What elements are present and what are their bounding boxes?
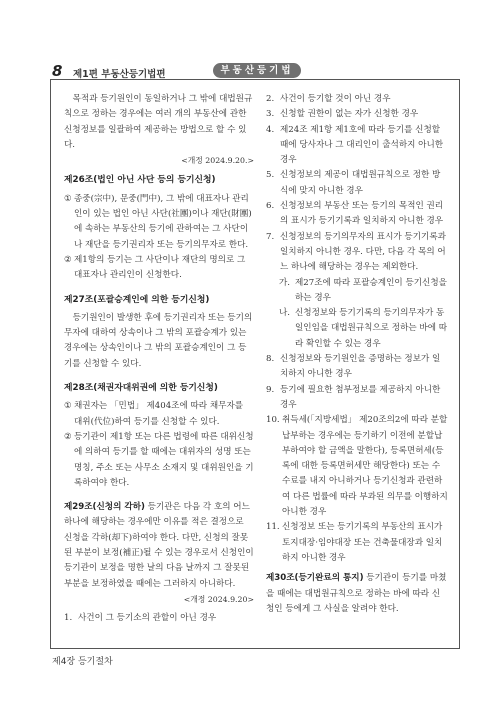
list-item bbox=[266, 199, 448, 230]
sub-item bbox=[266, 306, 448, 352]
paragraph-marker: ② bbox=[64, 254, 72, 265]
article-30-body: 등기관이 등기를 마쳤을 때에는 대법원규칙으로 정하는 바에 따라 신청인 등에게 그 사실을 알려야 한다. bbox=[266, 573, 447, 614]
item-text: 사건이 그 등기소의 관할이 아닌 경우 bbox=[78, 613, 217, 624]
item-text: 신청정보의 제공이 대법원규칙으로 정한 방식에 맞지 아니한 경우 bbox=[280, 170, 441, 196]
list-item bbox=[266, 107, 448, 122]
item-text: 신청정보의 등기의무자의 표시가 등기기록과 일치하지 아니한 경우. 다만, 다음 각 목의 어느 하나에 해당하는 경우는 제외한다. bbox=[280, 231, 446, 273]
revision-note: <개정 2024.9.20> bbox=[183, 594, 254, 604]
list-item bbox=[266, 413, 448, 520]
paragraph-text: 종중(宗中), 문중(門中), 그 밖에 대표자나 관리인이 있는 법인 아닌 사단(社團)이나 재단(財團)에 속하는 부동산의 등기에 관하여는 그 사단이나 재단을 등기권리자 또는 등기의무자로 한다. bbox=[74, 193, 252, 250]
item-number: 8. bbox=[266, 354, 275, 365]
item-text: 신청정보 또는 등기기록의 부동산의 표시가 토지대장·임야대장 또는 건축물대장과 일치하지 아니한 경우 bbox=[282, 522, 443, 563]
article-29-item-1 bbox=[64, 611, 254, 626]
item-number: 7. bbox=[266, 231, 275, 242]
item-number: 9. bbox=[266, 384, 275, 395]
item-text: 신청할 권한이 없는 자가 신청한 경우 bbox=[280, 109, 419, 120]
item-number: 6. bbox=[266, 201, 275, 212]
part-title: 제1편 부동산등기법편 bbox=[73, 69, 166, 80]
sub-item-marker: 나. bbox=[279, 308, 291, 319]
list-item bbox=[266, 230, 448, 276]
item-number: 5. bbox=[266, 170, 275, 181]
list-item bbox=[266, 520, 448, 566]
article-28-paragraph-2 bbox=[64, 430, 254, 491]
article-29-body: 등기관은 다음 각 호의 어느 하나에 해당하는 경우에만 이유를 적은 결정으로 신청을 각하(却下)하여야 한다. 다만, 신청의 잘못된 부분이 보정(補正)될 수 있는 경우로서 신청인이 등기관이 보정을 명한 날의 다음 날까지 그 잘못된 부분을 보정하였을 때에는 그러하지 아니하다. bbox=[64, 502, 254, 589]
item-number: 1. bbox=[64, 613, 73, 624]
chapter-footer: 제4장 등기절차 bbox=[52, 657, 113, 667]
item-text: 취득세(「지방세법」 제20조의2에 따라 분할납부하는 경우에는 등기하기 이전에 분할납부하여야 할 금액을 말한다), 등록면허세(등록에 대한 등록면허세만 해당한다) 또는 수수료를 내지 아니하거나 등기신청과 관련하여 다른 법률에 따라 부과된 의무를 이행하지 아니한 경우 bbox=[282, 415, 448, 518]
article-30-heading: 제30조(등기완료의 통지) bbox=[266, 573, 364, 584]
article-27-body: 등기원인이 발생한 후에 등기권리자 또는 등기의무자에 대하여 상속이나 그 밖의 포괄승계가 있는 경우에는 상속인이나 그 밖의 포괄승계인이 그 등기를 신청할 수 있다. bbox=[64, 312, 253, 369]
sub-item-text: 제27조에 따라 포괄승계인이 등기신청을 하는 경우 bbox=[295, 277, 447, 303]
list-item bbox=[266, 123, 448, 169]
article-26-paragraph-2 bbox=[64, 253, 254, 284]
article-26-paragraph-1 bbox=[64, 192, 254, 253]
continuation-text: 목적과 등기원인이 동일하거나 그 밖에 대법원규칙으로 정하는 경우에는 여러 개의 부동산에 관한 신청정보를 일괄하여 제공하는 방법으로 할 수 있다. bbox=[64, 94, 253, 150]
item-number: 4. bbox=[266, 124, 275, 135]
article-27-heading: 제27조(포괄승계인에 의한 등기신청) bbox=[64, 294, 210, 305]
item-number: 11. bbox=[266, 522, 280, 533]
paragraph-text: 제1항의 등기는 그 사단이나 재단의 명의로 그 대표자나 관리인이 신청한다. bbox=[74, 254, 246, 281]
item-text: 신청정보의 부동산 또는 등기의 목적인 권리의 표시가 등기기록과 일치하지 아니한 경우 bbox=[280, 201, 444, 227]
list-item bbox=[266, 168, 448, 199]
list-item bbox=[266, 383, 448, 414]
right-column bbox=[266, 92, 448, 617]
left-column bbox=[64, 92, 254, 627]
sub-item-marker: 가. bbox=[279, 277, 291, 288]
paragraph-text: 등기관이 제1항 또는 다른 법령에 따른 대위신청에 의하여 등기를 할 때에는 대위자의 성명 또는 명칭, 주소 또는 사무소 소재지 및 대위원인을 기록하여야 한다. bbox=[74, 431, 254, 488]
article-28-heading: 제28조(채권자대위권에 의한 등기신청) bbox=[64, 383, 218, 394]
paragraph-text: 채권자는 「민법」 제404조에 따라 채무자를 대위(代位)하여 등기를 신청할 수 있다. bbox=[74, 401, 244, 427]
item-text: 신청정보와 등기원인을 증명하는 정보가 일치하지 아니한 경우 bbox=[280, 354, 441, 380]
page-number: 8 bbox=[52, 62, 63, 80]
sub-item-text: 신청정보와 등기기록의 등기의무자가 동일인임을 대법원규칙으로 정하는 바에 따라 확인할 수 있는 경우 bbox=[295, 308, 448, 349]
article-30 bbox=[266, 571, 448, 617]
revision-note: <개정 2024.9.20.> bbox=[181, 156, 254, 166]
section-badge: 부동산등기법 bbox=[213, 63, 301, 78]
item-number: 10. bbox=[266, 415, 280, 426]
article-29 bbox=[64, 500, 254, 592]
article-28-paragraph-1 bbox=[64, 399, 254, 430]
paragraph-marker: ② bbox=[64, 431, 72, 442]
paragraph-marker: ① bbox=[64, 193, 72, 204]
item-number: 2. bbox=[266, 94, 275, 104]
article-29-heading: 제29조(신청의 각하) bbox=[64, 502, 145, 513]
item-number: 3. bbox=[266, 109, 275, 120]
list-item bbox=[266, 92, 448, 107]
paragraph-marker: ① bbox=[64, 401, 72, 412]
article-26-heading: 제26조(법인 아닌 사단 등의 등기신청) bbox=[64, 175, 216, 186]
item-text: 제24조 제1항 제1호에 따라 등기를 신청할 때에 당사자나 그 대리인이 출석하지 아니한 경우 bbox=[280, 124, 444, 166]
item-text: 사건이 등기할 것이 아닌 경우 bbox=[280, 94, 391, 104]
sub-item bbox=[266, 276, 448, 307]
list-item bbox=[266, 352, 448, 383]
item-text: 등기에 필요한 첨부정보를 제공하지 아니한 경우 bbox=[280, 384, 441, 410]
